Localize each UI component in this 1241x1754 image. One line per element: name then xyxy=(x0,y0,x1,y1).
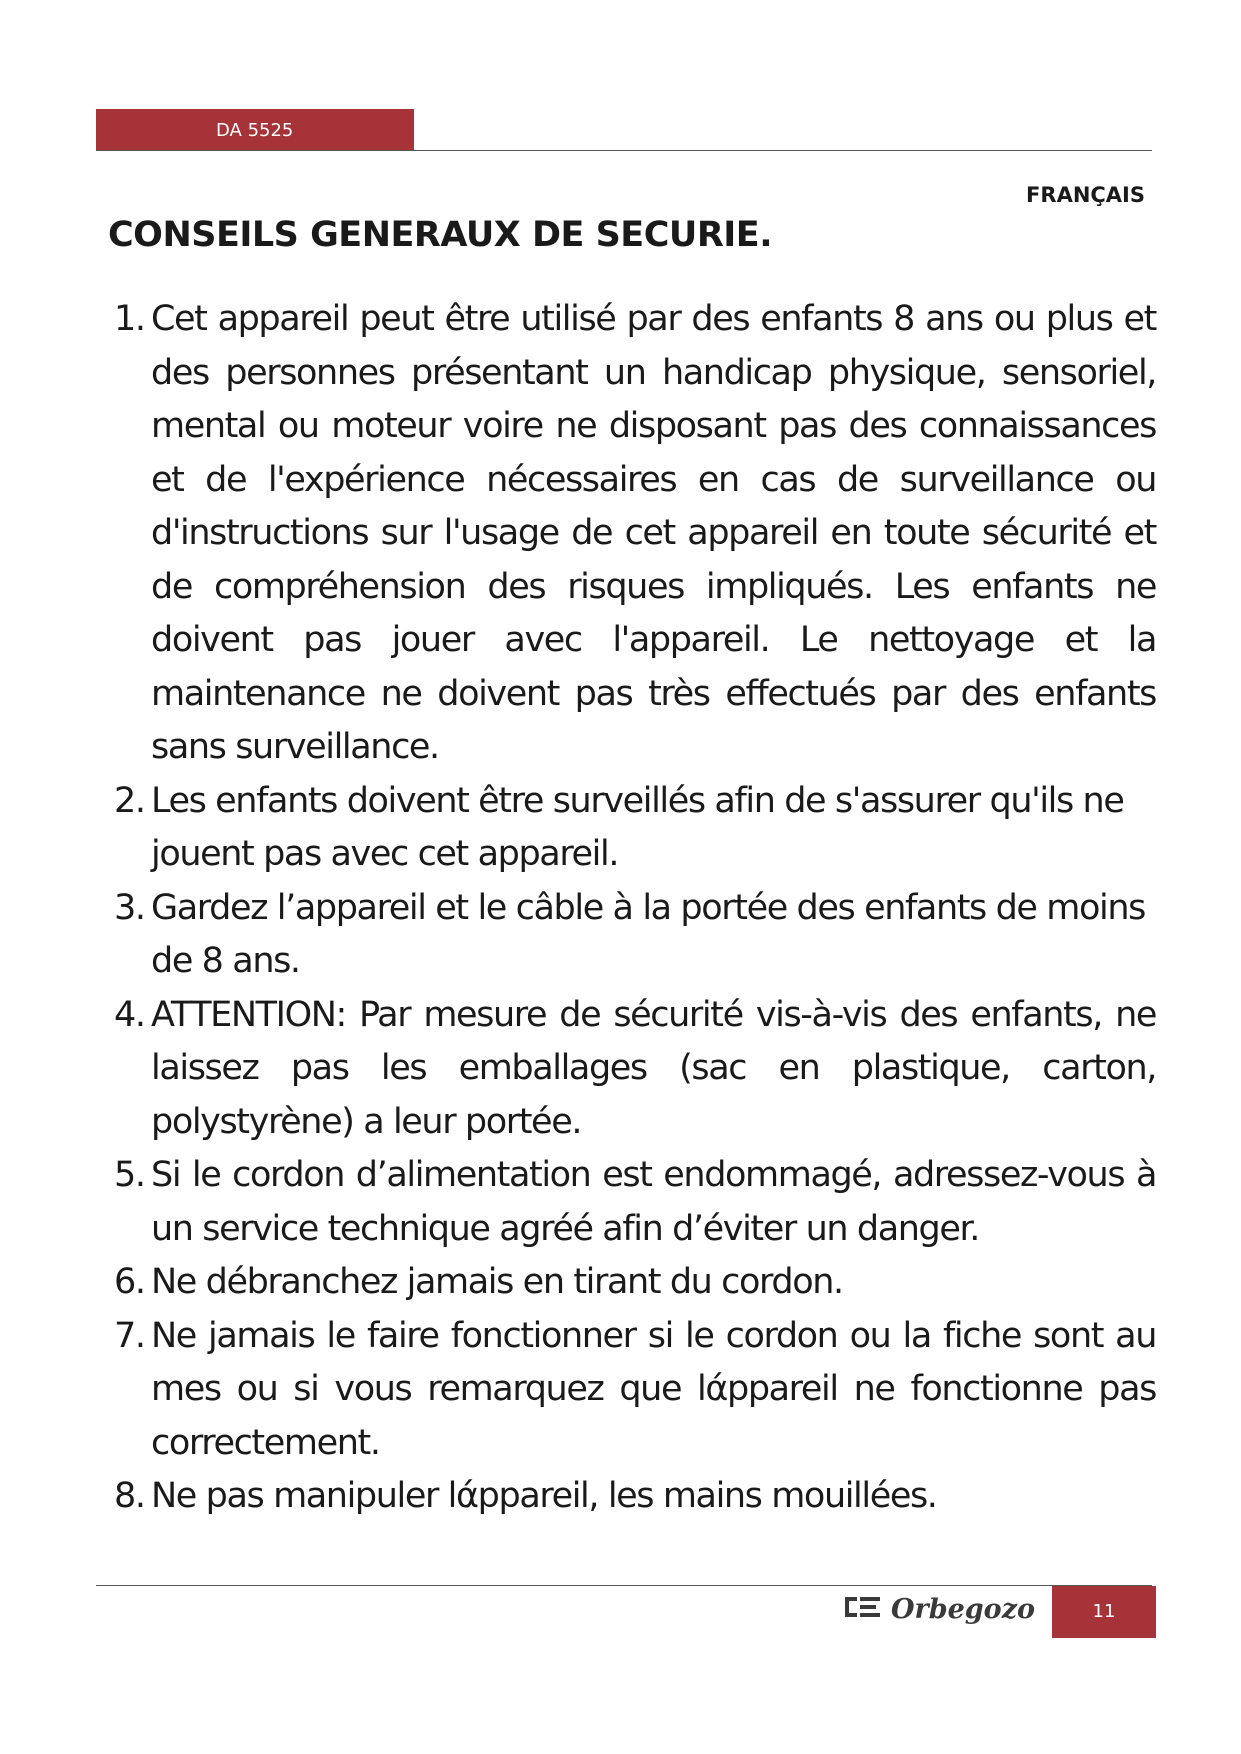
list-item xyxy=(114,1310,1174,1471)
brand-logo xyxy=(845,1590,1045,1624)
item-number: 5. xyxy=(114,1155,145,1195)
list-item xyxy=(114,882,1174,989)
item-number: 6. xyxy=(114,1262,145,1302)
page-title: CONSEILS GENERAUX DE SECURIE. xyxy=(108,215,773,255)
item-text: Cet appareil peut être utilisé par des enfants 8 ans ou plus et des personnes présentant un handicap physique, sensoriel, mental ou moteur voire ne disposant pas des connaissances et de l'expérience nécessaires en cas de surveillance ou d'instructions sur l'usage de cet appareil en toute sécurité et de compréhension des risques impliqués. Les enfants ne doivent pas jouer avec l'appareil. Le nettoyage et la maintenance ne doivent pas très effectués par des enfants sans surveillance. xyxy=(151,299,1156,767)
header-divider xyxy=(96,150,1152,151)
safety-list xyxy=(114,293,1174,1524)
item-text: ATTENTION: Par mesure de sécurité vis-à-vis des enfants, ne laissez pas les emballages (sac en plastique, carton, polystyrène) a leur portée. xyxy=(151,994,1156,1142)
page-number: 11 xyxy=(1052,1586,1156,1638)
item-number: 7. xyxy=(114,1315,145,1356)
list-item xyxy=(114,989,1174,1150)
item-text: Ne pas manipuler lάppareil, les mains mouillées. xyxy=(151,1476,937,1516)
language-label: FRANÇAIS xyxy=(1026,183,1145,207)
model-label: DA 5525 xyxy=(216,120,294,141)
item-text: Ne débranchez jamais en tirant du cordon. xyxy=(151,1262,843,1302)
brand-name: Orbegozo xyxy=(891,1594,1036,1624)
item-text: Les enfants doivent être surveillés afin de s'assurer qu'ils ne jouent pas avec cet appareil. xyxy=(151,780,1124,874)
list-item xyxy=(114,775,1174,882)
item-number: 8. xyxy=(114,1476,145,1516)
item-text: Ne jamais le faire fonctionner si le cordon ou la fiche sont au mes ou si vous remarquez que lάppareil ne fonctionne pas correctement. xyxy=(151,1315,1156,1463)
item-number: 4. xyxy=(114,994,145,1035)
list-item xyxy=(114,1149,1174,1256)
footer-divider xyxy=(96,1585,1152,1586)
item-number: 3. xyxy=(114,887,145,928)
item-number: 2. xyxy=(114,780,145,821)
item-text: Gardez l’appareil et le câble à la portée des enfants de moins de 8 ans. xyxy=(151,887,1145,981)
list-item xyxy=(114,1470,1174,1524)
item-number: 1. xyxy=(114,299,145,339)
item-text: Si le cordon d’alimentation est endommagé, adressez-vous à un service technique agréé afin d’éviter un danger. xyxy=(151,1155,1156,1249)
header-model-tab xyxy=(96,109,414,151)
list-item xyxy=(114,1256,1174,1310)
list-item xyxy=(114,293,1174,775)
